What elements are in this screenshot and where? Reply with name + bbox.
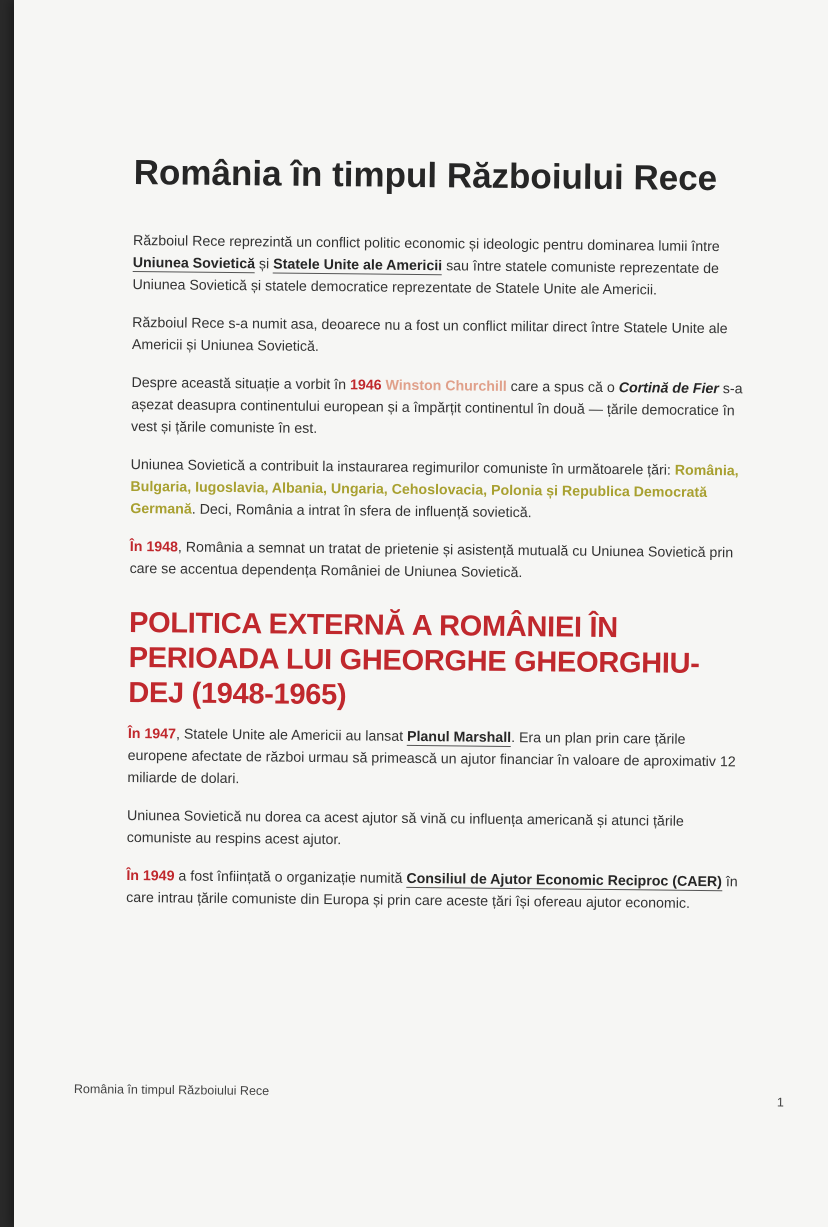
paragraph-1949 [126, 865, 738, 915]
document-page [14, 0, 828, 1227]
term-planul-marshall: Planul Marshall [406, 728, 512, 746]
text: . Era un plan prin care țările europene afectate de război urmau să primească un ajutor financiar în valoare de aproximativ 12 miliarde de dolari. [127, 729, 736, 788]
year-1946: 1946 [349, 377, 382, 394]
term-uniunea-sovietica: Uniunea Sovietică [132, 254, 256, 273]
text: . Deci, România a intrat în sfera de influență sovietică. [191, 501, 532, 522]
footer-title: România în timpul Războiului Rece [73, 1082, 270, 1099]
year-1949: În 1949 [126, 867, 175, 885]
paragraph-countries [130, 454, 743, 526]
term-statele-unite: Statele Unite ale Americii [273, 256, 443, 275]
page-number: 1 [776, 1095, 784, 1110]
text: Despre această situație a vorbit în [131, 374, 351, 394]
text: în care intrau țările comuniste din Europa și prin care aceste țări își ofereau ajutor economic. [126, 874, 738, 912]
document-content [126, 150, 746, 931]
text: care a spus că o [506, 378, 619, 397]
paragraph-rejection: Uniunea Sovietică nu dorea ca acest ajutor să vină cu influența americană și atunci țările comuniste au respins acest ajutor. [126, 807, 684, 849]
text: Războiul Rece reprezintă un conflict politic economic și ideologic pentru dominarea lumii între [132, 232, 720, 256]
text: sau între statele comuniste reprezentate de Uniunea Sovietică și statele democratice reprezentate de Statele Unite ale Americii. [132, 258, 720, 299]
name-churchill: Winston Churchill [385, 377, 507, 395]
term-caer: Consiliul de Ajutor Economic Reciproc (CAER) [406, 870, 723, 891]
text: și [254, 256, 274, 273]
paragraph-intro [132, 230, 745, 302]
section-heading: POLITICA EXTERNĂ A ROMÂNIEI ÎN PERIOADA LUI GHEORGHE GHEORGHIU-DEJ (1948-1965) [128, 606, 700, 712]
year-1948: În 1948 [129, 538, 179, 556]
country-list: România, Bulgaria, Iugoslavia, Albania, Ungaria, Cehoslovacia, Polonia și Republica Democrată Germană [130, 462, 739, 518]
text: s-a așezat deasupra continentului european și a împărțit continentul în două — țările democratice în vest și țările comuniste în est. [131, 381, 743, 437]
text: , România a semnat un tratat de prietenie și asistență mutuală cu Uniunea Sovietică prin care se accentua dependența României de Uniunea Sovietică. [129, 539, 734, 582]
paragraph-name-origin: Războiul Rece s-a numit asa, deoarece nu a fost un conflict militar direct între Statele Unite ale Americii și Uniunea Sovietică. [131, 314, 728, 355]
text: Uniunea Sovietică a contribuit la instaurarea regimurilor comuniste în următoarele țări: [130, 456, 675, 479]
page-footer [73, 1082, 784, 1110]
term-cortina-de-fier: Cortină de Fier [618, 380, 719, 398]
year-1947: În 1947 [127, 725, 177, 743]
page-title: România în timpul Războiului Rece [133, 152, 718, 199]
paragraph-1948 [129, 536, 741, 586]
text: a fost înființată o organizație numită [174, 868, 407, 887]
paragraph-churchill [131, 372, 744, 444]
text: , Statele Unite ale Americii au lansat [175, 726, 408, 745]
paragraph-1947 [127, 723, 740, 795]
